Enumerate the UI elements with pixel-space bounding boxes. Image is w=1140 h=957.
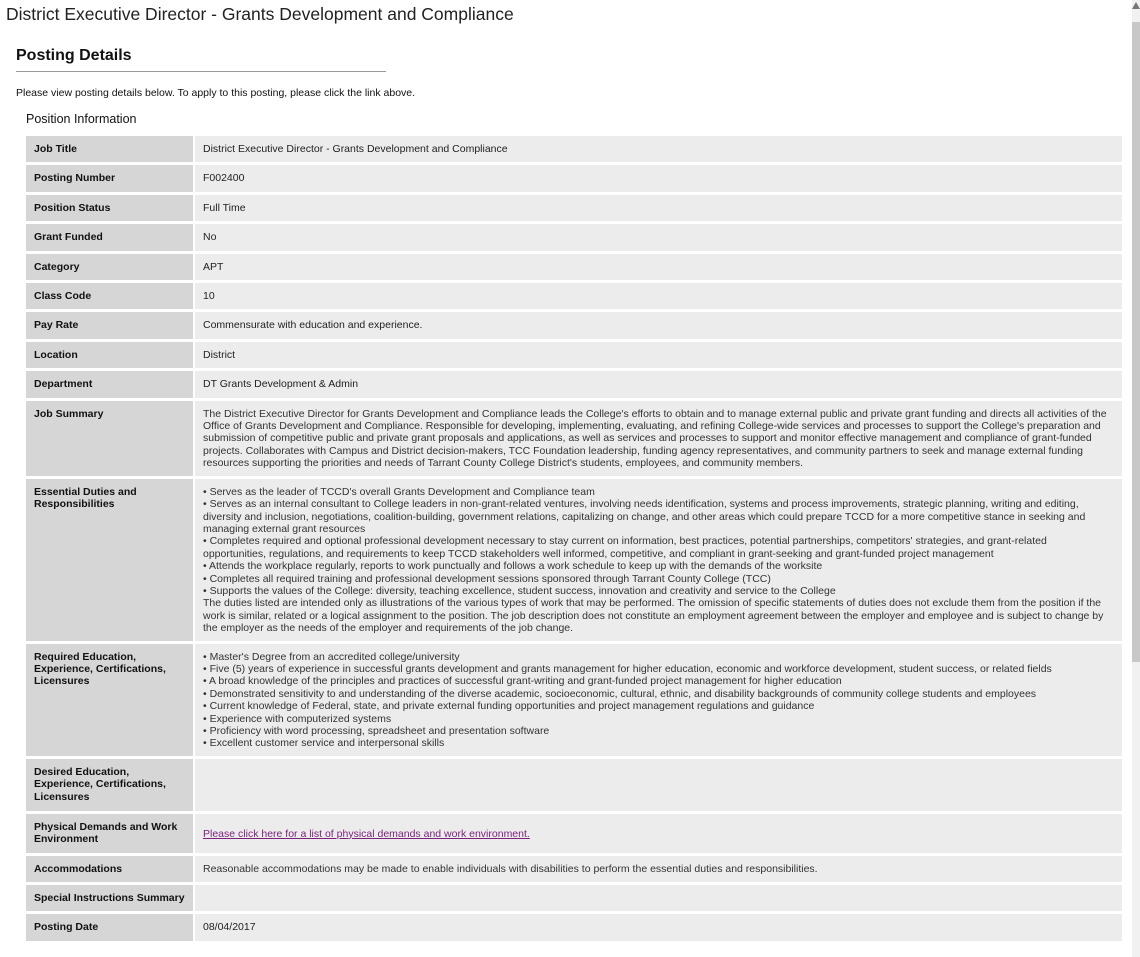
row-location <box>26 342 1122 368</box>
field-value: Reasonable accommodations may be made to enable individuals with disabilities to perform the essential duties and responsibilities. <box>195 856 1122 882</box>
duty-item: • Attends the workplace regularly, reports to work punctually and follows a work schedule to keep up with the demands of the worksite <box>203 560 823 573</box>
field-label: Grant Funded <box>26 224 195 250</box>
requirement-item: • A broad knowledge of the principles and practices of successful grant-writing and grant-funded project management for higher education <box>203 675 842 688</box>
intro-text: Please view posting details below. To apply to this posting, please click the link above. <box>16 87 416 99</box>
row-physical-demands <box>26 814 1122 853</box>
row-special-instructions <box>26 885 1122 911</box>
row-desired-education <box>26 759 1122 811</box>
row-posting-number <box>26 165 1122 191</box>
section-divider <box>16 71 386 72</box>
field-label: Special Instructions Summary <box>26 885 195 911</box>
physical-demands-link[interactable]: Please click here for a list of physical demands and work environment. <box>203 827 530 840</box>
row-category <box>26 254 1122 280</box>
field-value: F002400 <box>195 165 1122 191</box>
row-job-title <box>26 136 1122 162</box>
field-label: Category <box>26 254 195 280</box>
field-value: DT Grants Development & Admin <box>195 371 1122 397</box>
field-value: District <box>195 342 1122 368</box>
field-label: Physical Demands and Work Environment <box>26 814 195 853</box>
field-label: Accommodations <box>26 856 195 882</box>
field-label: Essential Duties and Responsibilities <box>26 479 195 641</box>
duty-item: • Serves as an internal consultant to College leaders in non-grant-related ventures, involving needs identification, systems and process improvements, strategic planning, writing and editing, diversity and inclusion, negotiations, coalition-building, government relations, capitalizing on change, and other areas which could prepare TCCD for a more competitive stance in seeking and managing external grant resources <box>203 498 1086 535</box>
field-label: Location <box>26 342 195 368</box>
field-value: The District Executive Director for Grants Development and Compliance leads the College's efforts to obtain and to manage external public and private grant funding and directs all activities of the Office of Grants Development and Compliance. Responsible for developing, implementing, evaluating, and refining College-wide services and processes to support the College's preparation and submission of competitive public and private grant proposals and applications, as well as services and processes to support and monitor effective management and compliance of grant-funded projects. Collaborates with Campus and District decision-makers, TCC Foundation leadership, funding agency representatives, and community partners to seek and manage external funding resources supporting the priorities and needs of Tarrant County College District's students, employees, and community members. <box>195 401 1122 476</box>
row-grant-funded <box>26 224 1122 250</box>
requirement-item: • Master's Degree from an accredited college/university <box>203 650 460 663</box>
row-position-status <box>26 195 1122 221</box>
scrollbar-thumb[interactable] <box>1132 22 1140 662</box>
row-posting-date <box>26 914 1122 940</box>
row-class-code <box>26 283 1122 309</box>
duty-item: • Completes all required training and professional development sessions sponsored through Tarrant County College (TCC) <box>203 572 771 585</box>
row-job-summary <box>26 401 1122 476</box>
row-accommodations <box>26 856 1122 882</box>
position-information-table <box>26 133 1122 944</box>
requirement-item: • Current knowledge of Federal, state, and private external funding opportunities and project management regulations and guidance <box>203 700 815 713</box>
field-label: Posting Number <box>26 165 195 191</box>
field-value <box>195 479 1122 641</box>
field-value: 10 <box>195 283 1122 309</box>
requirement-item: • Proficiency with word processing, spreadsheet and presentation software <box>203 725 550 737</box>
field-value <box>195 759 1122 811</box>
field-label: Job Summary <box>26 401 195 476</box>
field-label: Posting Date <box>26 914 195 940</box>
duty-disclaimer: The duties listed are intended only as illustrations of the various types of work that may be performed. The omission of specific statements of duties does not exclude them from the position if the work is similar, related or a logical assignment to the position. The job description does not constitute an employment agreement between the employer and employee and is subject to change by the employer as the needs of the employer and requirements of the job change. <box>203 597 1104 635</box>
subsection-title: Position Information <box>26 112 137 126</box>
field-value: District Executive Director - Grants Development and Compliance <box>195 136 1122 162</box>
row-pay-rate <box>26 312 1122 338</box>
row-department <box>26 371 1122 397</box>
requirement-item: • Excellent customer service and interpersonal skills <box>203 737 445 750</box>
requirement-item: • Five (5) years of experience in successful grants development and grants management for higher education, economic and workforce development, student success, or related fields <box>203 662 1052 675</box>
field-value: APT <box>195 254 1122 280</box>
field-label: Desired Education, Experience, Certifications, Licensures <box>26 759 195 811</box>
field-value <box>195 644 1122 756</box>
field-label: Class Code <box>26 283 195 309</box>
scroll-up-arrow-icon[interactable] <box>1132 2 1140 9</box>
duty-item: • Supports the values of the College: diversity, teaching excellence, student success, innovation and creativity and service to the College <box>203 584 836 597</box>
field-label: Job Title <box>26 136 195 162</box>
row-essential-duties <box>26 479 1122 641</box>
section-title: Posting Details <box>16 47 132 64</box>
field-value: No <box>195 224 1122 250</box>
duty-item: • Serves as the leader of TCCD's overall Grants Development and Compliance team <box>203 485 595 498</box>
vertical-scrollbar[interactable] <box>1132 0 1140 957</box>
duty-item: • Completes required and optional professional development necessary to stay current on information, best practices, potential partnerships, competitors' strategies, and grant-related opportunities, regulations, and requirements to keep TCCD stakeholders well informed, competitive, and compliant in grant-seeking and grant-funded project management <box>203 535 1047 560</box>
field-value: 08/04/2017 <box>195 914 1122 940</box>
field-label: Department <box>26 371 195 397</box>
requirement-item: • Demonstrated sensitivity to and understanding of the diverse academic, socioeconomic, cultural, ethnic, and disability backgrounds of community college students and employees <box>203 687 1037 700</box>
field-label: Position Status <box>26 195 195 221</box>
field-value <box>195 814 1122 853</box>
row-required-education <box>26 644 1122 756</box>
field-label: Required Education, Experience, Certifications, Licensures <box>26 644 195 756</box>
field-value: Commensurate with education and experience. <box>195 312 1122 338</box>
page-title: District Executive Director - Grants Development and Compliance <box>6 4 514 24</box>
field-value <box>195 885 1122 911</box>
field-label: Pay Rate <box>26 312 195 338</box>
requirement-item: • Experience with computerized systems <box>203 712 392 725</box>
field-value: Full Time <box>195 195 1122 221</box>
